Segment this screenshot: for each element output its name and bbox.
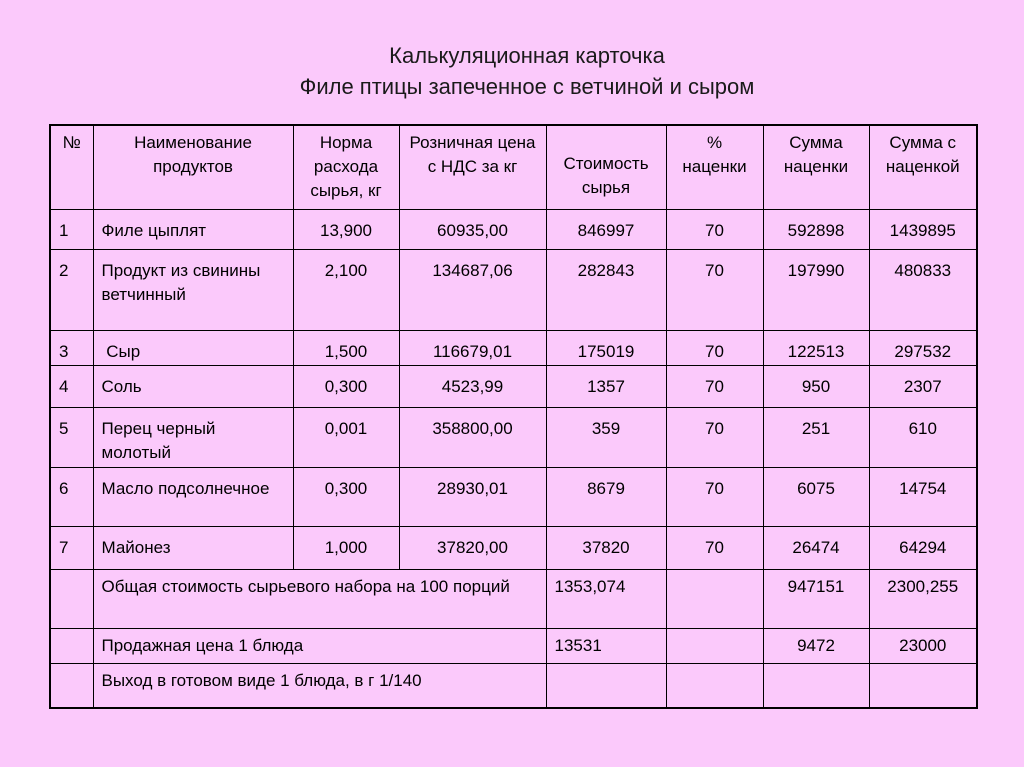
total-sum bbox=[869, 663, 977, 708]
cell-name: Масло подсолнечное bbox=[93, 467, 293, 526]
card-title: Калькуляционная карточка bbox=[389, 43, 665, 68]
cell-markup-pct: 70 bbox=[666, 209, 763, 249]
cell-num: 2 bbox=[50, 249, 93, 330]
cell-empty bbox=[50, 663, 93, 708]
total-cost: 13531 bbox=[546, 628, 666, 663]
dish-title: Филе птицы запеченное с ветчиной и сыром bbox=[299, 74, 755, 99]
cell-cost: 175019 bbox=[546, 330, 666, 365]
table-row bbox=[50, 209, 977, 249]
header-price: Розничная цена с НДС за кг bbox=[399, 125, 546, 209]
cell-norm: 13,900 bbox=[293, 209, 399, 249]
cell-empty bbox=[50, 569, 93, 628]
cell-cost: 8679 bbox=[546, 467, 666, 526]
table-row bbox=[50, 526, 977, 569]
cell-price: 4523,99 bbox=[399, 365, 546, 407]
cell-norm: 1,000 bbox=[293, 526, 399, 569]
cell-markup-pct: 70 bbox=[666, 249, 763, 330]
cell-markup-pct: 70 bbox=[666, 526, 763, 569]
total-label: Продажная цена 1 блюда bbox=[93, 628, 546, 663]
cell-total: 610 bbox=[869, 407, 977, 467]
cell-markup-sum: 950 bbox=[763, 365, 869, 407]
cell-price: 358800,00 bbox=[399, 407, 546, 467]
header-name: Наименование продуктов bbox=[93, 125, 293, 209]
header-total: Сумма с наценкой bbox=[869, 125, 977, 209]
table-row bbox=[50, 407, 977, 467]
cell-markup-pct: 70 bbox=[666, 365, 763, 407]
table-row bbox=[50, 467, 977, 526]
cell-markup-pct: 70 bbox=[666, 407, 763, 467]
cell-total: 2307 bbox=[869, 365, 977, 407]
total-sum: 2300,255 bbox=[869, 569, 977, 628]
cell-name: Филе цыплят bbox=[93, 209, 293, 249]
totals-row bbox=[50, 663, 977, 708]
table-row bbox=[50, 249, 977, 330]
cell-num: 3 bbox=[50, 330, 93, 365]
cell-cost: 37820 bbox=[546, 526, 666, 569]
cell-markup-sum: 592898 bbox=[763, 209, 869, 249]
cell-name: Продукт из свинины ветчинный bbox=[93, 249, 293, 330]
cell-price: 60935,00 bbox=[399, 209, 546, 249]
cell-price: 28930,01 bbox=[399, 467, 546, 526]
header-row bbox=[50, 125, 977, 209]
cell-num: 7 bbox=[50, 526, 93, 569]
cell-total: 64294 bbox=[869, 526, 977, 569]
cell-markup-sum: 251 bbox=[763, 407, 869, 467]
total-markup-pct bbox=[666, 628, 763, 663]
cell-markup-sum: 197990 bbox=[763, 249, 869, 330]
header-markup-sum: Сумма наценки bbox=[763, 125, 869, 209]
cell-total: 1439895 bbox=[869, 209, 977, 249]
total-cost: 1353,074 bbox=[546, 569, 666, 628]
total-label: Выход в готовом виде 1 блюда, в г 1/140 bbox=[93, 663, 546, 708]
calculation-table bbox=[49, 124, 978, 709]
total-markup-sum: 947151 bbox=[763, 569, 869, 628]
cell-num: 5 bbox=[50, 407, 93, 467]
cell-norm: 0,300 bbox=[293, 467, 399, 526]
header-num: № bbox=[50, 125, 93, 209]
table-row bbox=[50, 365, 977, 407]
cell-markup-pct: 70 bbox=[666, 330, 763, 365]
cell-markup-sum: 122513 bbox=[763, 330, 869, 365]
total-markup-sum: 9472 bbox=[763, 628, 869, 663]
cell-cost: 359 bbox=[546, 407, 666, 467]
cell-price: 134687,06 bbox=[399, 249, 546, 330]
cell-price: 116679,01 bbox=[399, 330, 546, 365]
cell-name: Майонез bbox=[93, 526, 293, 569]
cell-num: 1 bbox=[50, 209, 93, 249]
header-norm: Норма расхода сырья, кг bbox=[293, 125, 399, 209]
total-sum: 23000 bbox=[869, 628, 977, 663]
total-markup-sum bbox=[763, 663, 869, 708]
cell-markup-pct: 70 bbox=[666, 467, 763, 526]
table-row bbox=[50, 330, 977, 365]
totals-row bbox=[50, 569, 977, 628]
cell-cost: 282843 bbox=[546, 249, 666, 330]
cell-total: 14754 bbox=[869, 467, 977, 526]
cell-norm: 1,500 bbox=[293, 330, 399, 365]
header-cost: Стоимость сырья bbox=[546, 125, 666, 209]
cell-norm: 0,300 bbox=[293, 365, 399, 407]
title-block bbox=[0, 40, 1024, 102]
cell-price: 37820,00 bbox=[399, 526, 546, 569]
cell-markup-sum: 6075 bbox=[763, 467, 869, 526]
total-markup-pct bbox=[666, 663, 763, 708]
header-markup-pct: % наценки bbox=[666, 125, 763, 209]
total-markup-pct bbox=[666, 569, 763, 628]
cell-name: Сыр bbox=[93, 330, 293, 365]
cell-total: 297532 bbox=[869, 330, 977, 365]
cell-num: 6 bbox=[50, 467, 93, 526]
cell-norm: 2,100 bbox=[293, 249, 399, 330]
cell-name: Перец черный молотый bbox=[93, 407, 293, 467]
cell-cost: 1357 bbox=[546, 365, 666, 407]
cell-name: Соль bbox=[93, 365, 293, 407]
totals-row bbox=[50, 628, 977, 663]
cell-norm: 0,001 bbox=[293, 407, 399, 467]
total-cost bbox=[546, 663, 666, 708]
cell-total: 480833 bbox=[869, 249, 977, 330]
cell-empty bbox=[50, 628, 93, 663]
cell-num: 4 bbox=[50, 365, 93, 407]
cell-cost: 846997 bbox=[546, 209, 666, 249]
total-label: Общая стоимость сырьевого набора на 100 порций bbox=[93, 569, 546, 628]
cell-markup-sum: 26474 bbox=[763, 526, 869, 569]
